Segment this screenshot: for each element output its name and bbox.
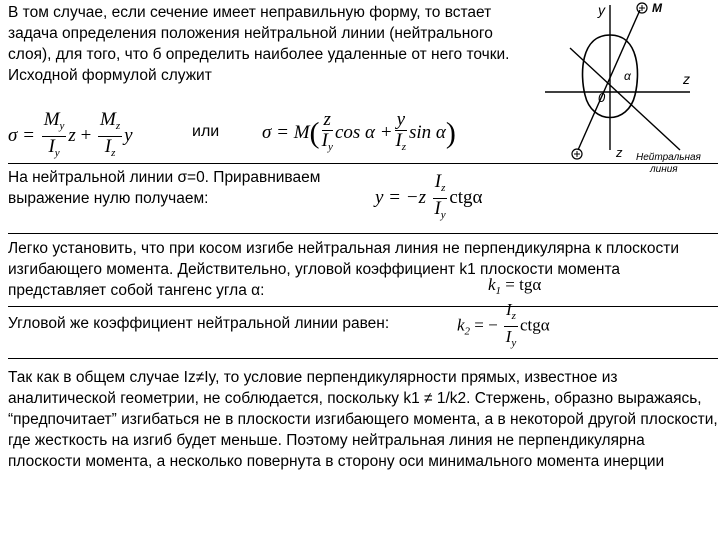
formula-stress: σ = $\frac{M_y}{I_y}$ z + $\frac{M_z}{I_z}$ y [8, 109, 133, 159]
paragraph-neutral: На нейтральной линии σ=0. Приравниваем выражение нулю получаем: [8, 169, 321, 207]
formula-neutral-line: y = −z $\frac{I_z}{I_y}$ ctgα [375, 171, 483, 221]
paragraph-k2: Угловой же коэффициент нейтральной линии равен: [8, 315, 390, 332]
z2-label: z [616, 145, 623, 160]
section-diagram [540, 0, 720, 180]
formula-stress-angle: σ = M( $\frac{z}{I_y}$ cos α + $\frac{y}{I_z}$ sin α) [262, 109, 456, 153]
divider [8, 163, 718, 164]
origin-label: 0 [598, 90, 606, 105]
divider [8, 233, 718, 234]
divider [8, 306, 718, 307]
neutral-label-1: Нейтральная [636, 152, 701, 163]
or-word: или [192, 123, 220, 140]
alpha-label: α [624, 69, 631, 83]
paragraph-oblique: Легко установить, что при косом изгибе нейтральная линия не перпендикулярна к плоскости изгибающего момента. Действительно, угловой коэффициент k1 плоскости момента представляет собой тангенс угла α: [8, 240, 680, 299]
y-label: y [598, 2, 605, 18]
paragraph-intro: В том случае, если сечение имеет неправильную форму, то встает задача определения положения нейтральной линии (нейтрального слоя), для того, что б определить наиболее удаленные от него точки. Исходной формулой служит [8, 4, 510, 84]
divider [8, 358, 718, 359]
paragraph-conclusion: Так как в общем случае Iz≠Iy, то условие перпендикулярности прямых, известное из аналитической геометрии, не соблюдается, поскольку k1 ≠ 1/k2. Стержень, образно выражаясь, “предпочитает” изгибаться не в плоскости изгибающего момента, а в некоторой другой плоскости, где жесткость на изгиб будет меньше. Поэтому нейтральная линия не перпендикулярна плоскости момента, а несколько повернута в сторону оси минимального момента инерции [8, 369, 718, 470]
z-label: z [683, 71, 690, 87]
formula-k2: $k_2$ = − $\frac{I_z}{I_y}$ ctgα [457, 300, 550, 349]
neutral-label-2: линия [650, 164, 678, 175]
formula-k1: $k_1 = tg\alpha$ [488, 275, 542, 297]
m-label: M [652, 1, 662, 15]
